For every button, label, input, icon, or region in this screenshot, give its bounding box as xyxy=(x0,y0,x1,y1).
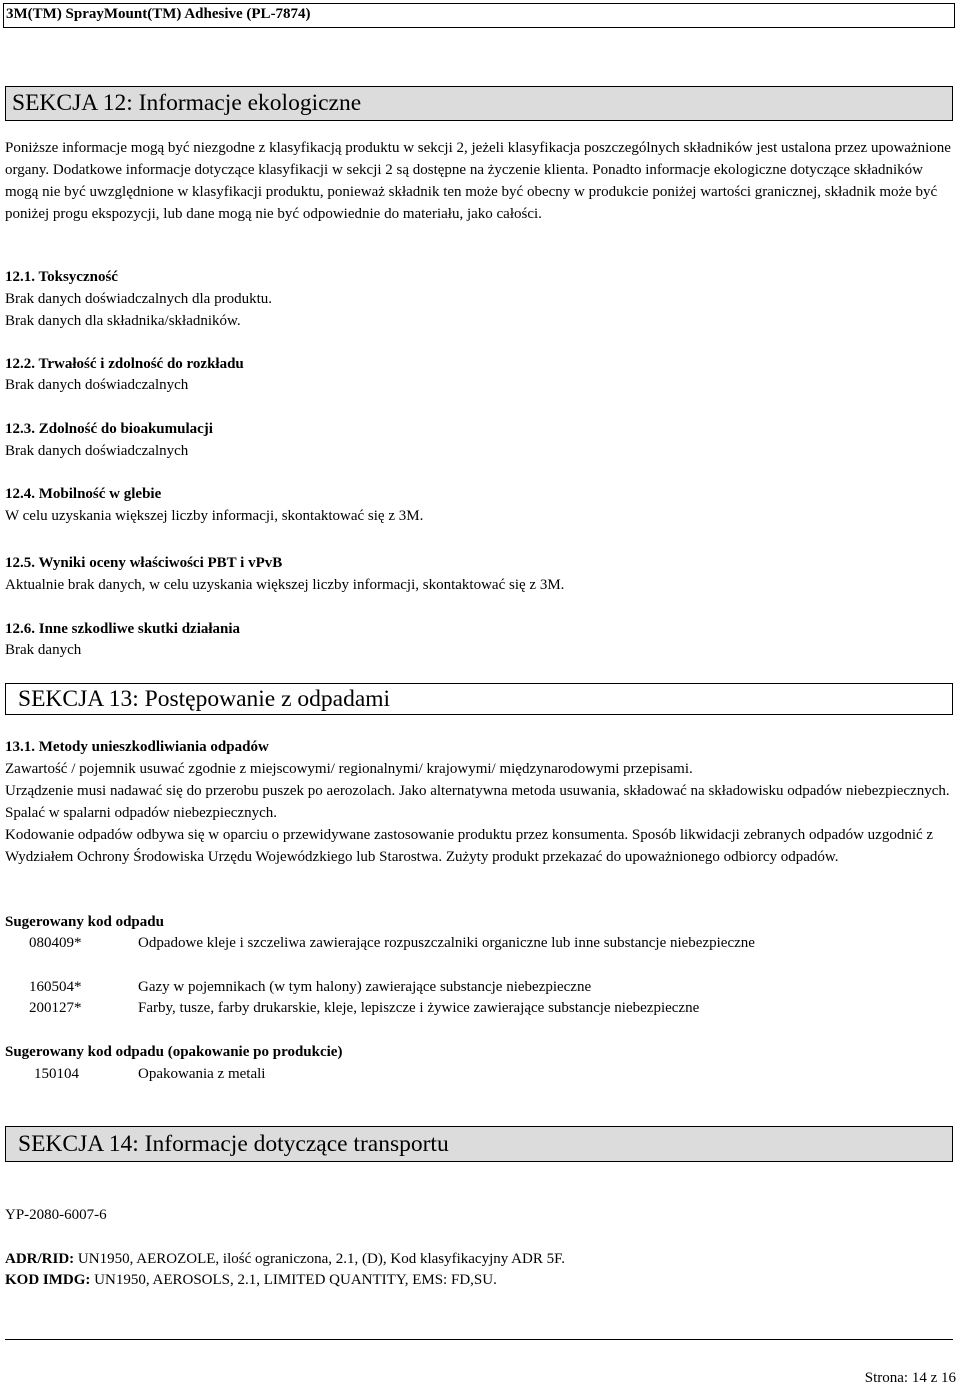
section-12-5-text: Aktualnie brak danych, w celu uzyskania większej liczby informacji, skontaktować się z 3M. xyxy=(5,577,565,593)
waste-code-2: 160504* xyxy=(29,979,82,995)
imdg-value: UN1950, AEROSOLS, 2.1, LIMITED QUANTITY, EMS: FD,SU. xyxy=(90,1272,497,1288)
footer-divider xyxy=(5,1339,953,1340)
section-12-4-text: W celu uzyskania większej liczby informacji, skontaktować się z 3M. xyxy=(5,508,424,524)
adr-rid-label: ADR/RID: xyxy=(5,1251,75,1267)
section-12-3-text: Brak danych doświadczalnych xyxy=(5,443,189,459)
section-12-2-text: Brak danych doświadczalnych xyxy=(5,377,189,393)
page-number: Strona: 14 z 16 xyxy=(864,1370,956,1386)
section-13-para3: Kodowanie odpadów odbywa się w oparciu o przewidywane zastosowanie produktu przez konsumenta. Sposób likwidacji zebranych odpadów uzgodnić z Wydziałem Ochrony Środowiska Urzędu Wojewódzkiego lub Starostwa. Zużyty produkt przekazać do upoważnionego odbiorcy odpadów. xyxy=(5,827,934,865)
waste-code-3-desc: Farby, tusze, farby drukarskie, kleje, lepiszcze i żywice zawierające substancje niebezpieczne xyxy=(138,1000,700,1016)
section-13-para2: Urządzenie musi nadawać się do przerobu puszek po aerozolach. Jako alternatywna metoda usuwania, składować na składowisku odpadów niebezpiecznych. Spalać w spalarni odpadów niebezpiecznych. xyxy=(5,783,950,821)
packaging-code-1: 150104 xyxy=(34,1066,79,1082)
waste-code-3: 200127* xyxy=(29,1000,82,1016)
packaging-code-1-desc: Opakowania z metali xyxy=(138,1066,266,1082)
section-12-1-line2: Brak danych dla składnika/składników. xyxy=(5,313,241,329)
packaging-code-heading: Sugerowany kod odpadu (opakowanie po produkcie) xyxy=(5,1044,343,1060)
waste-code-2-desc: Gazy w pojemnikach (w tym halony) zawierające substancje niebezpieczne xyxy=(138,979,592,995)
imdg-line xyxy=(5,1273,497,1288)
section-12-4-heading: 12.4. Mobilność w glebie xyxy=(5,486,162,502)
section-12-2-heading: 12.2. Trwałość i zdolność do rozkładu xyxy=(5,356,244,372)
section-12-title: SEKCJA 12: Informacje ekologiczne xyxy=(12,90,362,116)
section-14-title: SEKCJA 14: Informacje dotyczące transportu xyxy=(18,1131,449,1157)
section-12-intro: Poniższe informacje mogą być niezgodne z klasyfikacją produktu w sekcji 2, jeżeli klasyfikacja poszczególnych składników jest ustalona przez upoważnione organy. Dodatkowe informacje dotyczące klasyfikacji w sekcji 2 są dostępne na życzenie klienta. Ponadto informacje ekologiczne dotyczące składników mogą nie być uwzględnione w klasyfikacji produktu, ponieważ składnik ten może być obecny w produkcie poniżej wartości granicznej, składnik może być poniżej progu ekspozycji, lub dane mogą nie być odpowiednie do materiału, jako całości. xyxy=(5,140,951,222)
section-12-1-line1: Brak danych doświadczalnych dla produktu. xyxy=(5,291,273,307)
section-12-6-heading: 12.6. Inne szkodliwe skutki działania xyxy=(5,621,241,637)
section-13-para1: Zawartość / pojemnik usuwać zgodnie z miejscowymi/ regionalnymi/ krajowymi/ międzynarodowymi przepisami. xyxy=(5,761,693,777)
section-12-6-text: Brak danych xyxy=(5,642,82,658)
section-12-5-heading: 12.5. Wyniki oceny właściwości PBT i vPvB xyxy=(5,555,283,571)
document-header-title: 3M(TM) SprayMount(TM) Adhesive (PL-7874) xyxy=(6,6,311,22)
section-14-reference: YP-2080-6007-6 xyxy=(5,1207,107,1223)
adr-rid-value: UN1950, AEROZOLE, ilość ograniczona, 2.1, (D), Kod klasyfikacyjny ADR 5F. xyxy=(74,1251,565,1267)
section-13-1-heading: 13.1. Metody unieszkodliwiania odpadów xyxy=(5,739,269,755)
imdg-label: KOD IMDG: xyxy=(5,1272,91,1288)
section-12-1-heading: 12.1. Toksyczność xyxy=(5,269,118,285)
waste-code-1-desc: Odpadowe kleje i szczeliwa zawierające rozpuszczalniki organiczne lub inne substancje niebezpieczne xyxy=(138,935,755,951)
waste-code-1: 080409* xyxy=(29,935,82,951)
adr-rid-line xyxy=(5,1252,565,1267)
waste-code-heading: Sugerowany kod odpadu xyxy=(5,914,164,930)
section-12-3-heading: 12.3. Zdolność do bioakumulacji xyxy=(5,421,213,437)
section-13-title: SEKCJA 13: Postępowanie z odpadami xyxy=(18,686,391,712)
